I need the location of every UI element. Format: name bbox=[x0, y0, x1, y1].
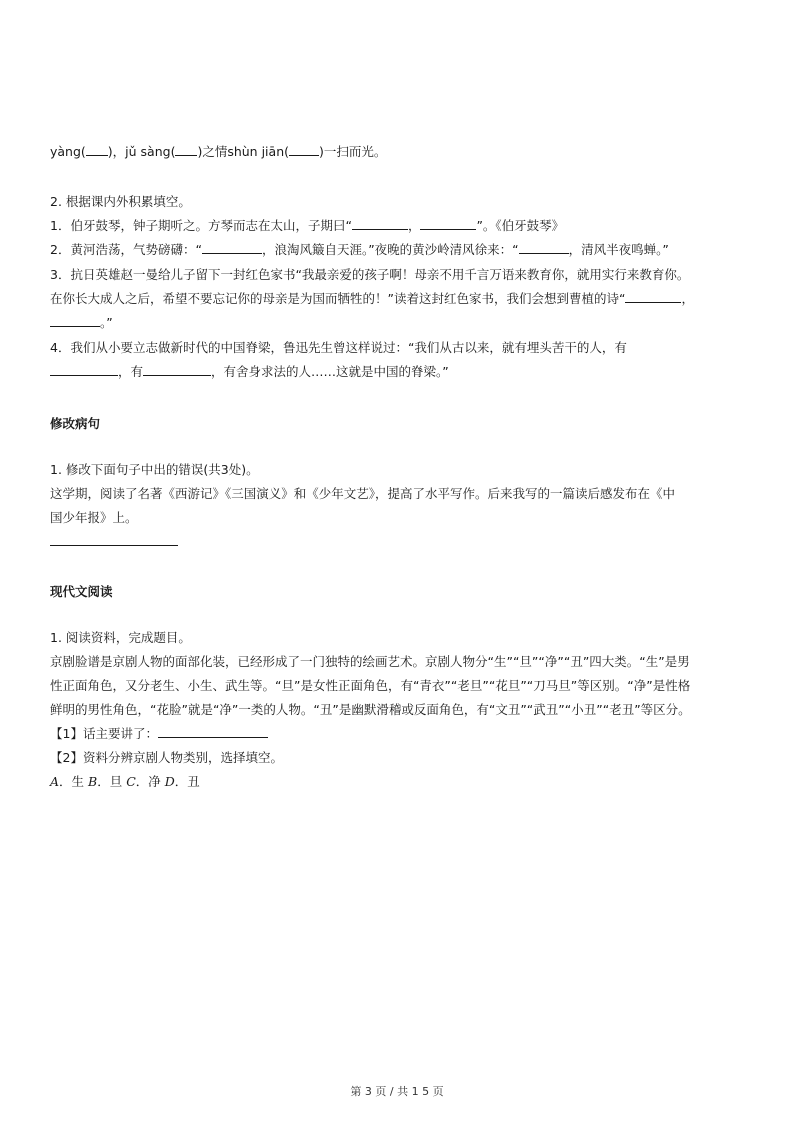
fix-sentence-line-2: 国少年报》上。 bbox=[50, 510, 138, 525]
sub-question-1-text: 【1】话主要讲了： bbox=[50, 726, 158, 741]
q2-item-4-line-1: 4．我们从小要立志做新时代的中国脊梁，鲁迅先生曾这样说过：“我们从古以来，就有埋头苦干的人，有 bbox=[50, 340, 627, 355]
q2-item-1-text-c: ”。《伯牙鼓琴》 bbox=[476, 218, 565, 233]
q2-item-3-line-2 bbox=[50, 287, 744, 311]
section-heading-reading: 现代文阅读 bbox=[50, 584, 113, 599]
answer-blank[interactable] bbox=[289, 141, 319, 156]
answer-blank[interactable] bbox=[202, 239, 262, 254]
reading-paragraph-line-3: 鲜明的男性角色，“花脸”就是“净”一类的人物。“丑”是幽默滑稽或反面角色，有“文丑”“武丑”“小丑”“老丑”等区分。 bbox=[50, 702, 691, 717]
answer-line[interactable] bbox=[50, 545, 178, 546]
option-c-letter[interactable]: C bbox=[126, 774, 136, 789]
answer-blank[interactable] bbox=[420, 215, 476, 230]
fix-question-title: 1. 修改下面句子中出的错误(共3处)。 bbox=[50, 462, 259, 477]
option-a-letter[interactable]: A bbox=[50, 774, 60, 789]
answer-blank[interactable] bbox=[625, 288, 681, 303]
q2-item-2-text-a: 2．黄河浩荡，气势磅礴：“ bbox=[50, 242, 202, 257]
q2-item-1-text-a: 1．伯牙鼓琴，钟子期听之。方琴而志在太山，子期曰“ bbox=[50, 218, 352, 233]
q2-item-3-text-c: 。” bbox=[100, 315, 113, 330]
answer-blank[interactable] bbox=[519, 239, 569, 254]
q2-item-3-line-1: 3．抗日英雄赵一曼给儿子留下一封红色家书“我最亲爱的孩子啊！母亲不用千言万语来教育你，就用实行来教育你。 bbox=[50, 267, 690, 282]
q2-item-4-text-c: ，有舍身求法的人……这就是中国的脊梁。” bbox=[211, 364, 449, 379]
option-d-text[interactable]: ．丑 bbox=[174, 774, 200, 789]
reading-sub-question-1 bbox=[50, 722, 744, 746]
page-footer: 第 3 页 / 共 1 5 页 bbox=[350, 1085, 444, 1098]
option-d-letter[interactable]: D bbox=[164, 774, 175, 789]
q2-item-1-text-b: ， bbox=[407, 218, 421, 233]
section-heading-fix: 修改病句 bbox=[50, 416, 101, 431]
q2-item-1 bbox=[50, 214, 744, 238]
q2-item-2-text-c: ，清风半夜鸣蝉。” bbox=[568, 242, 669, 257]
answer-blank[interactable] bbox=[352, 215, 408, 230]
pinyin-text-1: yàng( bbox=[50, 144, 86, 159]
answer-blank[interactable] bbox=[86, 141, 108, 156]
reading-sub-question-2: 【2】资料分辨京剧人物类别，选择填空。 bbox=[50, 750, 283, 765]
reading-paragraph-line-1: 京剧脸谱是京剧人物的面部化装，已经形成了一门独特的绘画艺术。京剧人物分“生”“旦”“净”“丑”四大类。“生”是男 bbox=[50, 654, 690, 669]
answer-blank[interactable] bbox=[50, 312, 100, 327]
q2-item-3-line-3 bbox=[50, 311, 744, 335]
answer-blank[interactable] bbox=[50, 361, 118, 376]
option-b-letter[interactable]: B bbox=[88, 774, 98, 789]
q2-item-2-text-b: ，浪淘风簸自天涯。”夜晚的黄沙岭清风徐来：“ bbox=[261, 242, 519, 257]
answer-blank[interactable] bbox=[158, 723, 268, 738]
option-c-text[interactable]: ．净 bbox=[135, 774, 165, 789]
option-a-text[interactable]: ．生 bbox=[59, 774, 89, 789]
q2-item-4-line-2 bbox=[50, 360, 744, 384]
q2-item-4-text-b: ，有 bbox=[118, 364, 144, 379]
option-b-text[interactable]: ．旦 bbox=[97, 774, 127, 789]
q2-item-2 bbox=[50, 238, 744, 262]
pinyin-line bbox=[50, 140, 744, 164]
pinyin-text-3: )之情shùn jiān( bbox=[197, 144, 289, 159]
q2-item-3-text-b: ， bbox=[681, 291, 694, 306]
options-row bbox=[50, 770, 744, 794]
answer-blank[interactable] bbox=[175, 141, 197, 156]
pinyin-text-2: )，jǔ sàng( bbox=[107, 144, 176, 159]
fix-sentence-line-1: 这学期，阅读了名著《西游记》《三国演义》和《少年文艺》，提高了水平写作。后来我写的一篇读后感发布在《中 bbox=[50, 486, 676, 501]
reading-paragraph-line-2: 性正面角色，又分老生、小生、武生等。“旦”是女性正面角色，有“青衣”“老旦”“花旦”“刀马旦”等区别。“净”是性格 bbox=[50, 678, 691, 693]
q2-title: 2. 根据课内外积累填空。 bbox=[50, 194, 191, 209]
answer-blank[interactable] bbox=[143, 361, 211, 376]
reading-question-title: 1. 阅读资料，完成题目。 bbox=[50, 630, 191, 645]
pinyin-text-4: )一扫而光。 bbox=[319, 144, 387, 159]
q2-item-3-text-a: 在你长大成人之后，希望不要忘记你的母亲是为国而牺牲的！”读着这封红色家书，我们会想到曹植的诗“ bbox=[50, 291, 626, 306]
